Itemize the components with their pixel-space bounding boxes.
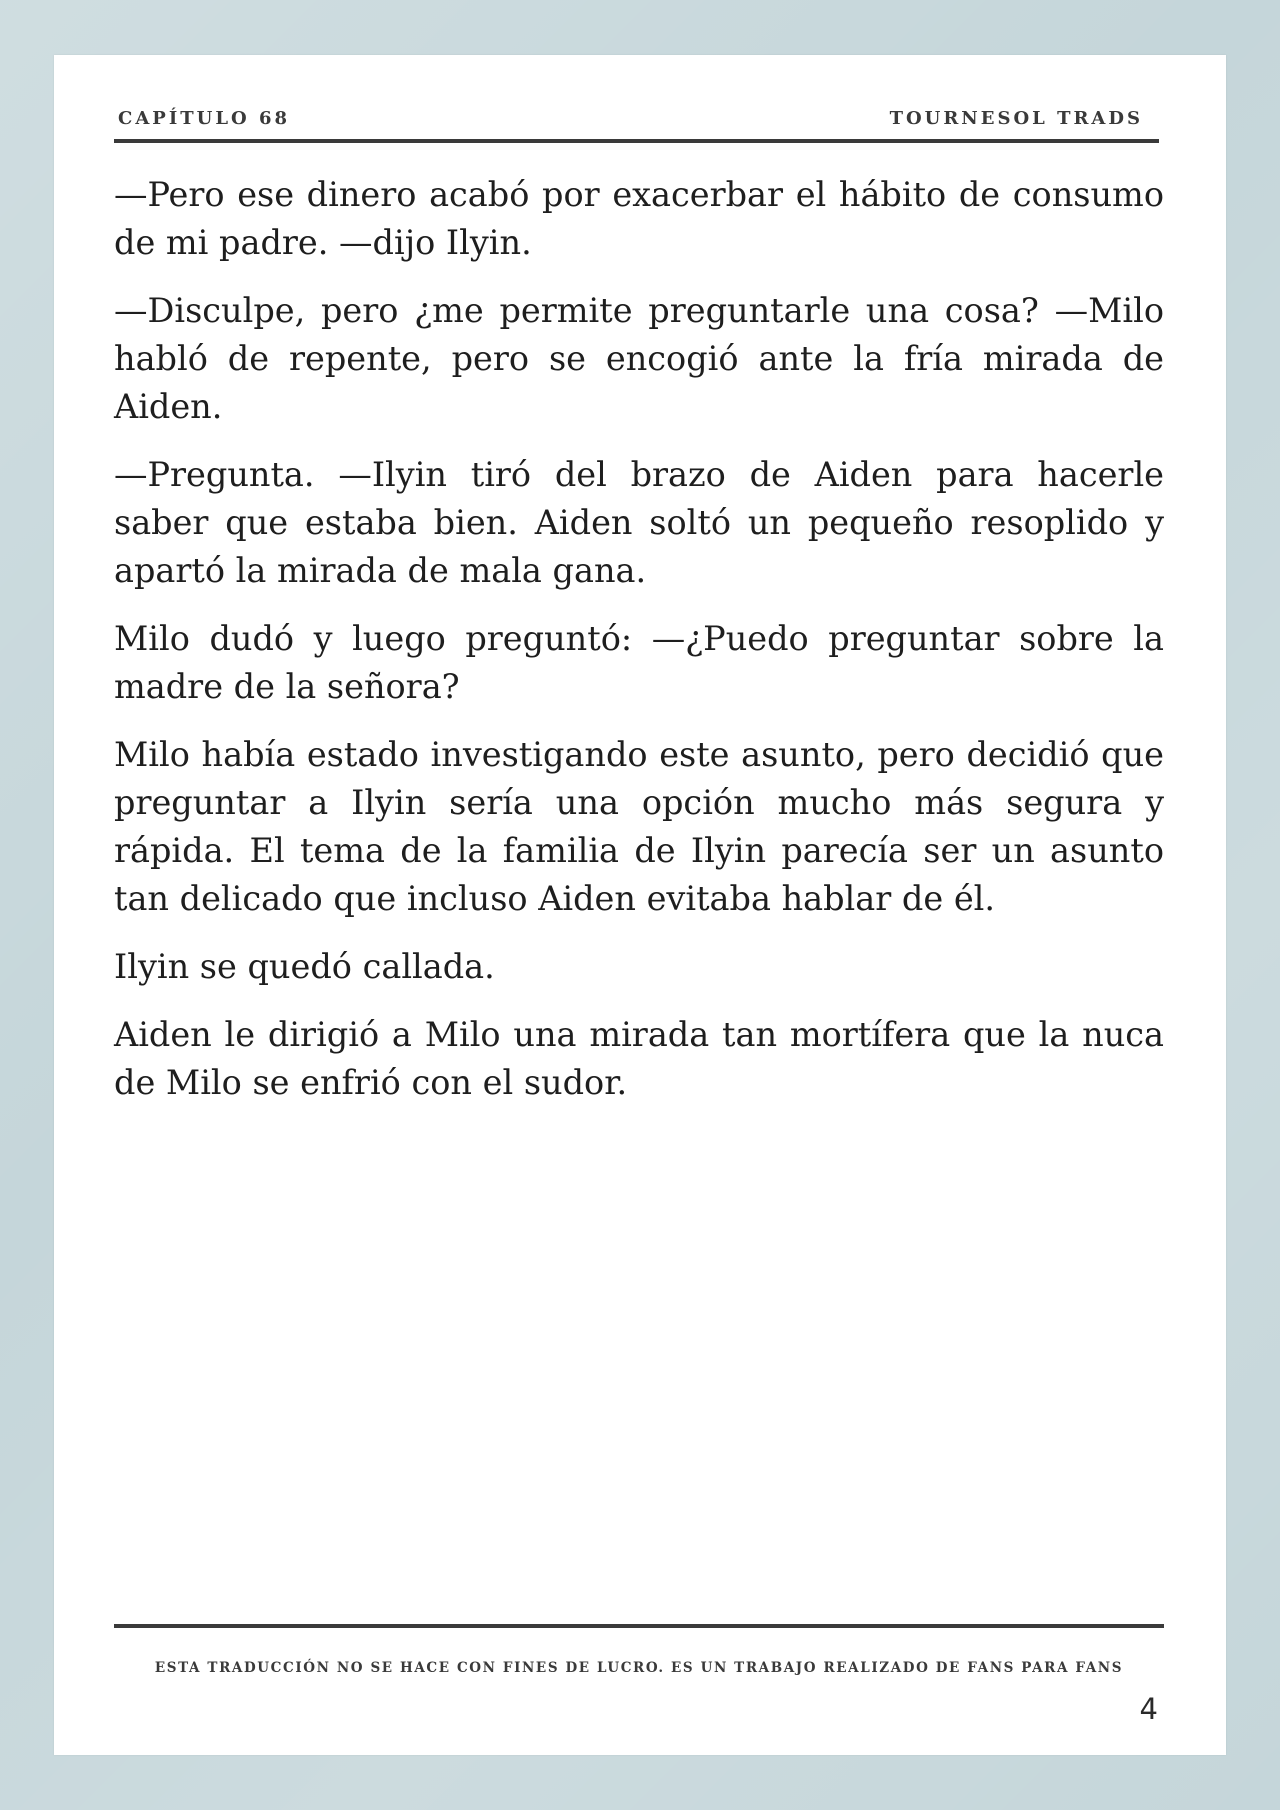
paragraph: Milo había estado investigando este asunto, pero decidió que preguntar a Ilyin sería una opción mucho más segura y rápida. El tema de la familia de Ilyin parecía ser un asunto tan delicado que incluso Aiden evitaba hablar de él. (114, 735, 1164, 918)
document-page (54, 55, 1226, 1755)
body-text (114, 171, 1164, 1127)
chapter-title: CAPÍTULO 68 (118, 107, 290, 129)
running-header (118, 105, 1143, 131)
header-rule (114, 139, 1159, 143)
paragraph: —Pero ese dinero acabó por exacerbar el hábito de consumo de mi padre. —dijo Ilyin. (114, 175, 1164, 262)
page-number: 4 (1139, 1692, 1158, 1726)
paragraph: —Pregunta. —Ilyin tiró del brazo de Aiden para hacerle saber que estaba bien. Aiden soltó un pequeño resoplido y apartó la mirada de mala gana. (114, 455, 1164, 590)
footer-rule (114, 1624, 1164, 1628)
translator-group: TOURNESOL TRADS (889, 107, 1143, 129)
paragraph: Aiden le dirigió a Milo una mirada tan mortífera que la nuca de Milo se enfrió con el sudor. (114, 1015, 1164, 1102)
paragraph: —Disculpe, pero ¿me permite preguntarle una cosa? —Milo habló de repente, pero se encogió ante la fría mirada de Aiden. (114, 291, 1164, 426)
paragraph: Ilyin se quedó callada. (114, 947, 495, 986)
paragraph: Milo dudó y luego preguntó: —¿Puedo preguntar sobre la madre de la señora? (114, 619, 1164, 706)
footer-disclaimer: ESTA TRADUCCIÓN NO SE HACE CON FINES DE LUCRO. ES UN TRABAJO REALIZADO DE FANS PARA FANS (154, 1660, 1124, 1676)
